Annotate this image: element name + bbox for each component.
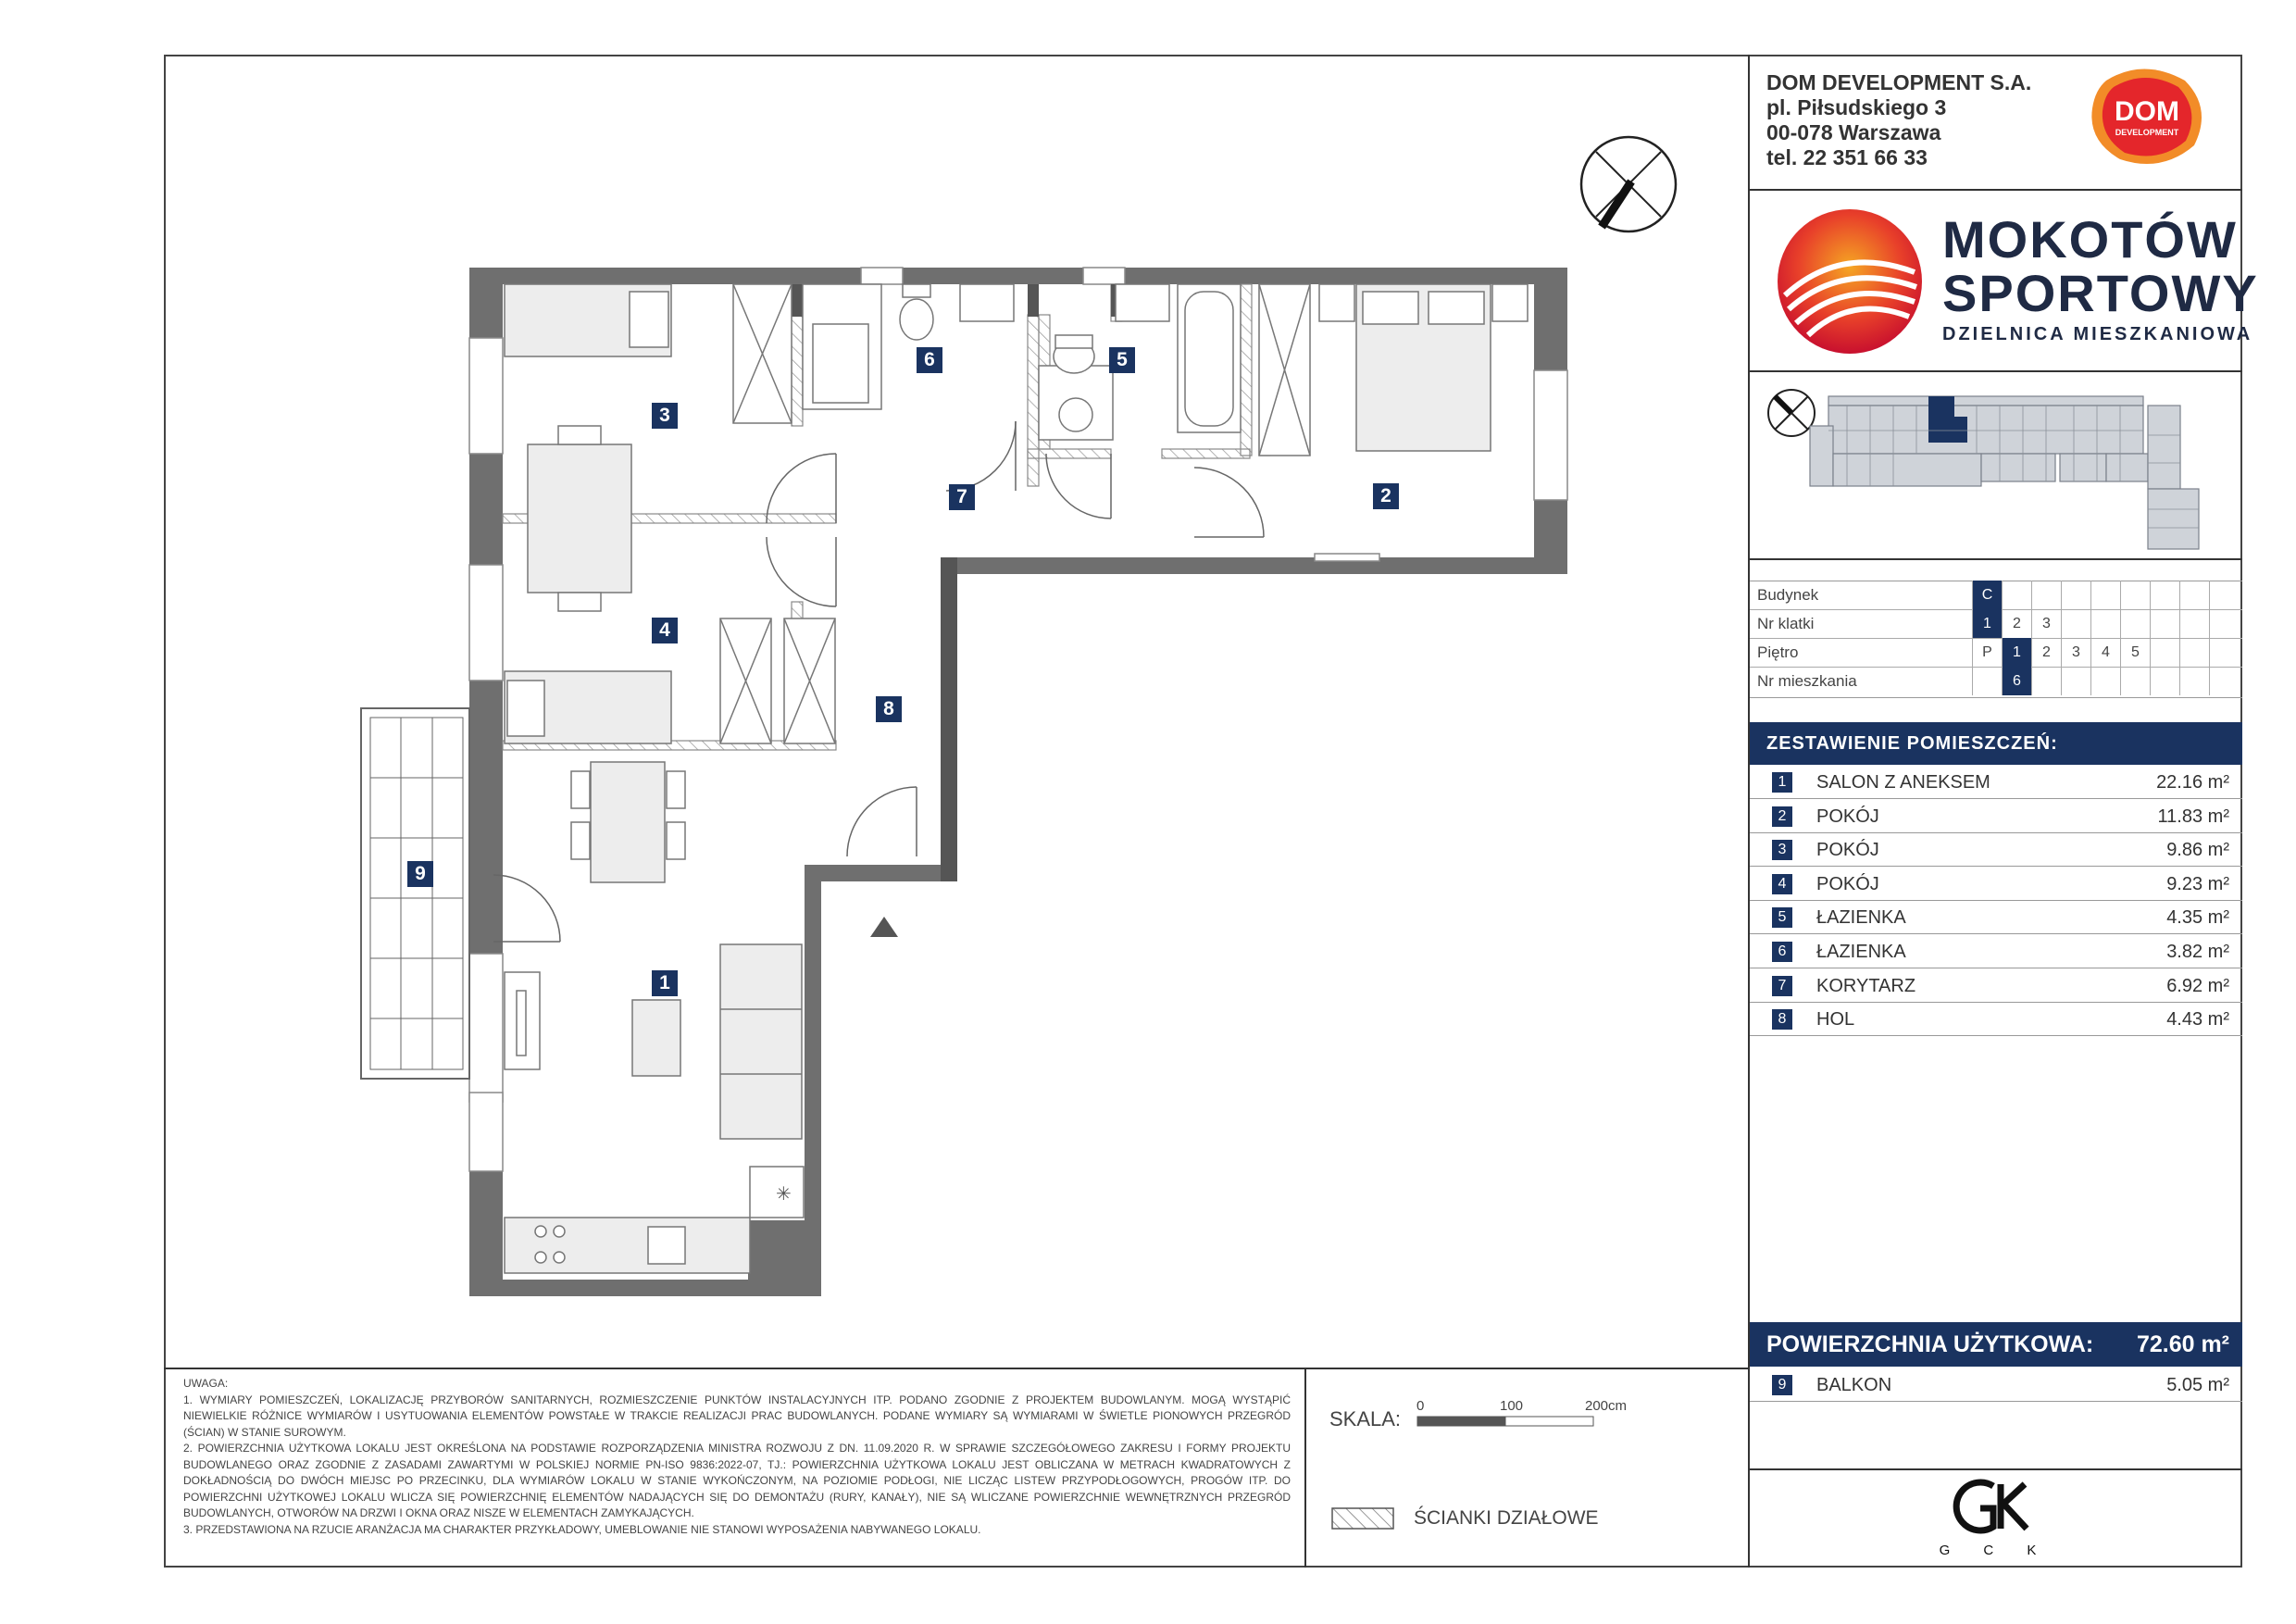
info-row-building <box>1750 581 2242 610</box>
info-cell-empty <box>2061 609 2090 638</box>
gck-logo <box>1940 1475 2051 1560</box>
room-row <box>1750 969 2242 1003</box>
company-info <box>1766 70 2031 170</box>
room-area: 5.05 m² <box>2166 1375 2229 1395</box>
plan-label-room-4: 4 <box>652 618 678 643</box>
info-cell-empty <box>2120 609 2150 638</box>
room-row <box>1750 901 2242 934</box>
info-row-floor <box>1750 638 2242 668</box>
plan-label-room-7: 7 <box>949 484 975 510</box>
info-floor-value: 4 <box>2090 638 2120 667</box>
room-name: POKÓJ <box>1816 806 1879 827</box>
room-row <box>1750 868 2242 901</box>
divider-scale <box>1304 1368 1306 1568</box>
info-building-value: C <box>1972 581 2002 609</box>
room-number: 1 <box>1772 772 1792 793</box>
info-floor-value: P <box>1972 638 2002 667</box>
partition-wall-legend-label: ŚCIANKI DZIAŁOWE <box>1414 1507 1599 1529</box>
room-number: 9 <box>1772 1375 1792 1395</box>
room-name: ŁAZIENKA <box>1816 942 1906 962</box>
info-cell-empty <box>2061 667 2090 695</box>
info-cell-empty <box>2209 581 2239 609</box>
info-cell-empty <box>2150 638 2179 667</box>
room-area: 3.82 m² <box>2166 942 2229 962</box>
gck-letters: G C K <box>1940 1543 2051 1558</box>
room-number: 6 <box>1772 942 1792 962</box>
room-row <box>1750 935 2242 968</box>
room-area: 4.35 m² <box>2166 907 2229 929</box>
scale-bar <box>1416 1415 1602 1428</box>
info-cell-empty <box>2150 667 2179 695</box>
room-number: 2 <box>1772 806 1792 827</box>
scale-tick-0: 0 <box>1416 1398 1425 1414</box>
room-area: 22.16 m² <box>2156 772 2229 793</box>
dom-logo-sub: DEVELOPMENT <box>2115 128 2179 137</box>
fan-icon: ✳ <box>776 1184 792 1205</box>
total-label: POWIERZCHNIA UŻYTKOWA: <box>1766 1331 2094 1357</box>
info-floor-value: 5 <box>2120 638 2150 667</box>
divider-gck <box>1748 1468 2242 1470</box>
info-cell-empty <box>2120 581 2150 609</box>
info-apartment-value: 6 <box>2002 667 2031 695</box>
info-floor-value: 2 <box>2031 638 2061 667</box>
mokotow-sportowy-emblem <box>1776 207 1924 356</box>
room-number: 4 <box>1772 874 1792 894</box>
notes-title: UWAGA: <box>183 1377 229 1390</box>
plan-label-room-6: 6 <box>917 347 942 373</box>
room-number: 7 <box>1772 976 1792 996</box>
scale-label: SKALA: <box>1329 1407 1402 1430</box>
info-stair-value: 1 <box>1972 609 2002 638</box>
info-floor-value: 1 <box>2002 638 2031 667</box>
room-name: POKÓJ <box>1816 840 1879 861</box>
info-cell-empty <box>2179 609 2209 638</box>
divider-keyplan <box>1748 558 2242 560</box>
plan-label-room-9: 9 <box>407 861 433 887</box>
entrance-marker-icon <box>870 917 898 937</box>
info-row-stair <box>1750 609 2242 639</box>
info-cell-empty <box>2179 581 2209 609</box>
note-3: 3. PRZEDSTAWIONA NA RZUCIE ARANŻACJA MA CHARAKTER PRZYKŁADOWY, UMEBLOWANIE NIE STANOWI WYPOSAŻENIA NABYWANEGO LOKALU. <box>183 1522 981 1536</box>
scale-tick-200: 200cm <box>1585 1398 1628 1414</box>
info-cell-empty <box>2090 667 2120 695</box>
room-number: 3 <box>1772 840 1792 860</box>
company-phone: tel. 22 351 66 33 <box>1766 145 1928 169</box>
info-cell-empty <box>2209 609 2239 638</box>
info-label-stair: Nr klatki <box>1757 615 1815 632</box>
north-compass-icon <box>1581 137 1676 231</box>
info-cell-empty <box>2031 581 2061 609</box>
scale-tick-100: 100 <box>1500 1398 1524 1414</box>
divider-notes <box>164 1368 1748 1369</box>
brand-title <box>1942 210 2259 322</box>
room-name: BALKON <box>1816 1375 1892 1395</box>
info-label-floor: Piętro <box>1757 643 1799 661</box>
company-address-city: 00-078 Warszawa <box>1766 120 1941 144</box>
info-cell-empty <box>2209 638 2239 667</box>
info-cell-empty <box>2031 667 2061 695</box>
note-2: 2. POWIERZCHNIA UŻYTKOWA LOKALU JEST OKREŚLONA NA PODSTAWIE ROZPORZĄDZENIA MINISTRA ROZWOJU Z DN. 11.09.2020 R. W SPRAWIE SZCZEGÓŁOWEGO ZAKRESU I FORMY PROJEKTU BUDOWLANEGO ORAZ ZGODNIE Z ZASADAMI ZAWARTYMI W POLSKIEJ NORMIE PN-ISO 9836:2022-07, TJ.: POWIERZCHNIA UŻYTKOWA LOKALU JEST OBLICZANA W METRACH KWADRATOWYCH Z DOKŁADNOŚCIĄ DO DWÓCH MIEJSC PO PRZECINKU, DLA WYMIARÓW LOKALU W STANIE WYKOŃCZONYM, NA POZIOMIE PODŁOGI, NIE LICZĄC LISTEW PRZYPODŁOGOWYCH, PROGÓW ITP. DO POWIERZCHNI UŻYTKOWEJ LOKALU WLICZA SIĘ POWIERZCHNIĘ ELEMENTÓW NADAJĄCYCH SIĘ DO DEMONTAŻU (RURY, KANAŁY), NIE SĄ WLICZANE POWIERZCHNIE WEWNĘTRZNYCH PRZEGRÓD BUDOWLANYCH, OTWORÓW NA DRZWI I OKNA ORAZ NISZE W ELEMENTACH ZAMYKAJĄCYCH. <box>183 1442 1291 1519</box>
partition-wall-legend-icon <box>1331 1507 1396 1531</box>
info-label-apartment: Nr mieszkania <box>1757 672 1857 690</box>
room-number: 8 <box>1772 1009 1792 1030</box>
info-cell-empty <box>1972 667 2002 695</box>
info-row-apartment <box>1750 667 2242 695</box>
room-area: 9.86 m² <box>2166 840 2229 861</box>
info-cell-empty <box>2179 667 2209 695</box>
divider-company <box>1748 189 2242 191</box>
info-cell-empty <box>2061 581 2090 609</box>
info-cell-empty <box>2120 667 2150 695</box>
room-name: SALON Z ANEKSEM <box>1816 772 1990 793</box>
brand-line1: MOKOTÓW <box>1942 210 2238 269</box>
compass-icon-small <box>1768 390 1815 436</box>
rooms-header: ZESTAWIENIE POMIESZCZEŃ: <box>1750 722 2242 765</box>
plan-label-room-3: 3 <box>652 403 678 429</box>
company-address-street: pl. Piłsudskiego 3 <box>1766 95 1947 119</box>
info-cell-empty <box>2150 581 2179 609</box>
balcony <box>361 708 469 1079</box>
room-row <box>1750 800 2242 833</box>
room-area: 11.83 m² <box>2157 806 2229 827</box>
room-name: KORYTARZ <box>1816 975 1916 996</box>
brand-subtitle: DZIELNICA MIESZKANIOWA <box>1942 324 2253 344</box>
divider-brand <box>1748 370 2242 372</box>
dom-logo-text: DOM <box>2115 96 2179 127</box>
room-area: 4.43 m² <box>2166 1009 2229 1031</box>
total-value: 72.60 m² <box>2136 1331 2229 1357</box>
plan-label-room-2: 2 <box>1373 483 1399 509</box>
company-name: DOM DEVELOPMENT S.A. <box>1766 70 2032 94</box>
info-cell-empty <box>2209 667 2239 695</box>
room-name: ŁAZIENKA <box>1816 907 1906 929</box>
room-row <box>1750 833 2242 867</box>
key-plan <box>1754 380 2240 556</box>
info-floor-value: 3 <box>2061 638 2090 667</box>
info-cell-empty <box>2090 581 2120 609</box>
room-area: 9.23 m² <box>2166 873 2229 894</box>
room-row <box>1750 1003 2242 1036</box>
room-name: HOL <box>1816 1009 1855 1031</box>
room-row-balcony <box>1750 1368 2242 1402</box>
info-cell-empty <box>2179 638 2209 667</box>
room-area: 6.92 m² <box>2166 975 2229 996</box>
info-cell-empty <box>2002 581 2031 609</box>
room-name: POKÓJ <box>1816 873 1879 894</box>
info-cell-empty <box>2090 609 2120 638</box>
room-number: 5 <box>1772 907 1792 928</box>
note-1: 1. WYMIARY POMIESZCZEŃ, LOKALIZACJĘ PRZYBORÓW SANITARNYCH, ROZMIESZCZENIE PUNKTÓW INSTALACYJNYCH ITP. PODANO ZGODNIE Z PROJEKTEM BUDOWLANYM. MOGĄ WYSTĄPIĆ NIEWIELKIE RÓŻNICE WYMIARÓW I USYTUOWANIA ELEMENTÓW POWSTAŁE W TRAKCIE REALIZACJI PRAC BUDOWLANYCH. PODANE WYMIARY SĄ WYMIARAMI W ŚWIETLE PIONOWYCH PRZEGRÓD (ŚCIAN) W STANIE SUROWYM. <box>183 1393 1291 1439</box>
notes <box>183 1376 1291 1538</box>
brand-line2: SPORTOWY <box>1942 264 2259 322</box>
plan-label-room-8: 8 <box>876 696 902 722</box>
room-row <box>1750 766 2242 799</box>
info-cell-empty <box>2150 609 2179 638</box>
total-usable-area <box>1750 1322 2242 1367</box>
info-stair-value: 2 <box>2002 609 2031 638</box>
plan-label-room-1: 1 <box>652 970 678 996</box>
dom-development-logo <box>2088 67 2208 169</box>
info-label-building: Budynek <box>1757 586 1819 604</box>
info-stair-value: 3 <box>2031 609 2061 638</box>
plan-label-room-5: 5 <box>1109 347 1135 373</box>
